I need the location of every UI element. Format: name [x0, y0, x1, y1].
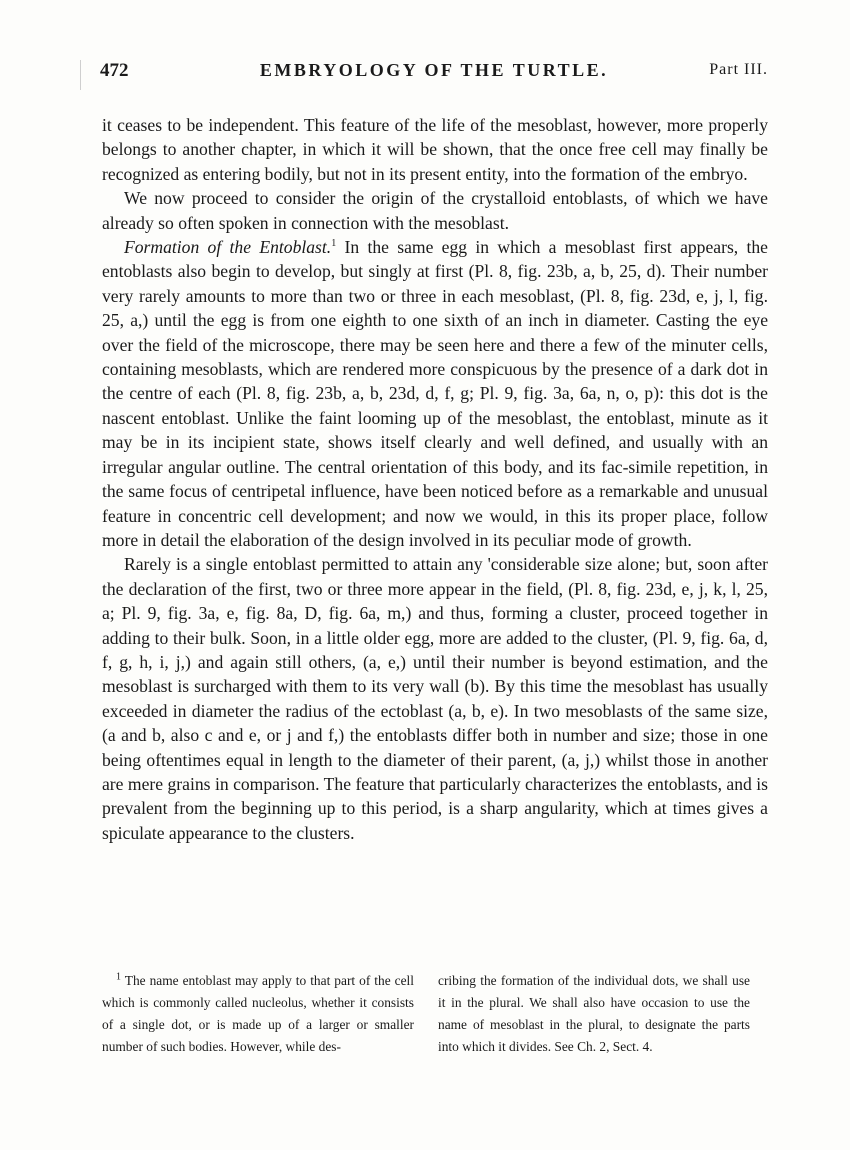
paragraph-continuation: it ceases to be independent. This feature of the life of the mesoblast, however, more properly belongs to another chapter, in which it will be shown, that the once free cell may finally be recognized as entering bodily, but not in its present entity, into the formation of the embryo.: [102, 115, 768, 184]
running-header: [100, 60, 768, 90]
footnote-column-left: [102, 970, 414, 1058]
footnote-column-right: [438, 970, 750, 1058]
footnote-reference: 1: [331, 238, 337, 250]
footnote-marker: 1: [116, 971, 121, 983]
footnote-text-left: The name entoblast may apply to that part of the cell which is commonly called nucleolus, whether it consists of a single dot, or is made up of a larger or smaller number of such bodies. However, while des-: [102, 973, 414, 1054]
paragraph-formation-of-entoblast: [102, 235, 768, 552]
paragraph-entoblast-origin: We now proceed to consider the origin of the crystalloid entoblasts, of which we have already so often spoken in connection with the mesoblast.: [102, 188, 768, 233]
footnote-text-right: cribing the formation of the individual dots, we shall use it in the plural. We shall also have occasion to use the name of mesoblast in the plural, to designate the parts into which it divides. See Ch. 2, Sect. 4.: [438, 973, 750, 1054]
paragraph-entoblast-clusters: Rarely is a single entoblast permitted to attain any 'considerable size alone; but, soon after the declaration of the first, two or three more appear in the field, (Pl. 8, fig. 23d, e, j, k, l, 25, a; Pl. 9, fig. 3a, e, fig. 8a, D, fig. 6a, m,) and thus, forming a cluster, proceed together in adding to their bulk. Soon, in a little older egg, more are added to the cluster, (Pl. 9, fig. 6a, d, f, g, h, i, j,) and again still others, (a, e,) until their number is beyond estimation, and the mesoblast is surcharged with them to its very wall (b). By this time the mesoblast has usually exceeded in diameter the radius of the ectoblast (a, b, e). In two mesoblasts of the same size, (a and b, also c and e, or j and f,) the entoblasts differ both in number and size; those in one being oftentimes equal in length to the diameter of their parent, (a, j,) whilst those in another are mere grains in comparison. The feature that particularly characterizes the entoblasts, and is prevalent from the beginning up to this period, is a sharp angularity, which at times gives a spiculate appearance to the clusters.: [102, 554, 768, 843]
running-title: EMBRYOLOGY OF THE TURTLE.: [259, 60, 609, 80]
main-text: [102, 113, 768, 845]
paragraph-body: In the same egg in which a mesoblast first appears, the entoblasts also begin to develop, but singly at first (Pl. 8, fig. 23b, a, b, 25, d). Their number very rarely amounts to more than two or three in each mesoblast, (Pl. 8, fig. 23d, e, j, l, fig. 25, a,) until the egg is from one eighth to one sixth of an inch in diameter. Casting the eye over the field of the microscope, there may be seen here and there a few of the minuter cells, containing mesoblasts, which are rendered more conspicuous by the presence of a dark dot in the centre of each (Pl. 8, fig. 23b, a, b, 23d, d, f, g; Pl. 9, fig. 3a, 6a, n, o, p): this dot is the nascent entoblast. Unlike the faint looming up of the mesoblast, the entoblast, minute as it may be in its incipient state, shows itself clearly and well defined, and usually with an irregular angular outline. The central orientation of this body, and its fac-simile repetition, in the same focus of centripetal influence, have been noticed before as a remarkable and unusual feature in concentric cell development; and now we would, in this its proper place, follow more in detail the elaboration of the design involved in its peculiar mode of growth.: [102, 237, 768, 550]
part-label: Part III.: [709, 61, 768, 78]
page-number: 472: [100, 60, 129, 81]
section-run-in-heading: Formation of the Entoblast.: [124, 237, 332, 258]
gutter-mark: [80, 60, 81, 90]
